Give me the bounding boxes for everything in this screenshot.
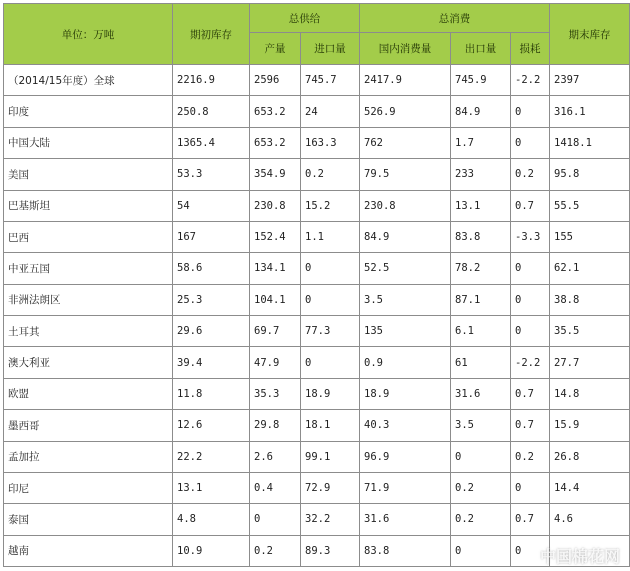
region-name-cell: 印尼 [4,472,173,503]
table-row [4,253,630,284]
value-cell: 52.5 [360,253,451,284]
table-row [4,316,630,347]
domestic-consumption-header: 国内消费量 [360,33,451,65]
value-cell: 0.2 [511,441,550,472]
value-cell: 0.2 [301,159,360,190]
exports-header: 出口量 [451,33,511,65]
value-cell: 78.2 [451,253,511,284]
value-cell: 134.1 [250,253,301,284]
value-cell: 2216.9 [173,65,250,96]
region-name-cell: 墨西哥 [4,410,173,441]
value-cell: 163.3 [301,127,360,158]
table-row [4,535,630,566]
value-cell: 29.8 [250,410,301,441]
value-cell: 0.7 [511,410,550,441]
region-name-cell: （2014/15年度）全球 [4,65,173,96]
value-cell: 1.7 [451,127,511,158]
value-cell: 0.4 [250,472,301,503]
unit-label-header: 单位：万吨 [4,4,173,65]
value-cell: 526.9 [360,96,451,127]
value-cell: -2.2 [511,65,550,96]
ending-stock-header: 期末库存 [550,4,630,65]
value-cell: 2.6 [250,441,301,472]
value-cell: 0 [451,441,511,472]
table-row [4,504,630,535]
value-cell: 55.5 [550,190,630,221]
value-cell: 2596 [250,65,301,96]
value-cell: 14.4 [550,472,630,503]
imports-header: 进口量 [301,33,360,65]
value-cell: 0 [511,535,550,566]
value-cell: 250.8 [173,96,250,127]
region-name-cell: 中国大陆 [4,127,173,158]
value-cell: 72.9 [301,472,360,503]
value-cell: 316.1 [550,96,630,127]
value-cell: 39.4 [173,347,250,378]
value-cell: 155 [550,221,630,252]
region-name-cell: 欧盟 [4,378,173,409]
value-cell: 24 [301,96,360,127]
value-cell: 95.8 [550,159,630,190]
value-cell: 29.6 [173,316,250,347]
value-cell: 0 [250,504,301,535]
value-cell: 53.3 [173,159,250,190]
value-cell: 27.7 [550,347,630,378]
value-cell: 35.5 [550,316,630,347]
value-cell: 0 [301,284,360,315]
value-cell: 0 [511,316,550,347]
value-cell: 3.5 [451,410,511,441]
value-cell: 0 [511,284,550,315]
production-header: 产量 [250,33,301,65]
value-cell: 84.9 [360,221,451,252]
value-cell: 69.7 [250,316,301,347]
value-cell: 54 [173,190,250,221]
value-cell: 99.1 [301,441,360,472]
table-row [4,284,630,315]
value-cell: 0.9 [360,347,451,378]
value-cell: 58.6 [173,253,250,284]
value-cell: 230.8 [250,190,301,221]
value-cell: 745.9 [451,65,511,96]
value-cell: 35.3 [250,378,301,409]
value-cell: 0.2 [451,504,511,535]
table-row [4,410,630,441]
value-cell: 0.7 [511,504,550,535]
region-name-cell: 印度 [4,96,173,127]
table-row [4,190,630,221]
loss-header: 损耗 [511,33,550,65]
total-consumption-header: 总消费 [360,4,550,33]
value-cell: 653.2 [250,127,301,158]
region-name-cell: 巴基斯坦 [4,190,173,221]
value-cell: 84.9 [451,96,511,127]
table-row [4,472,630,503]
value-cell: 38.8 [550,284,630,315]
value-cell: 18.1 [301,410,360,441]
value-cell: 32.2 [301,504,360,535]
value-cell: 22.2 [173,441,250,472]
cotton-balance-table [3,3,630,567]
table-row [4,441,630,472]
value-cell: 2397 [550,65,630,96]
value-cell: 0.2 [250,535,301,566]
value-cell: 3.5 [360,284,451,315]
value-cell: 15.2 [301,190,360,221]
total-supply-header: 总供给 [250,4,360,33]
value-cell: 12.6 [173,410,250,441]
value-cell: 0.7 [511,190,550,221]
value-cell: 6.1 [451,316,511,347]
value-cell: 31.6 [451,378,511,409]
value-cell: 31.6 [360,504,451,535]
value-cell: 167 [173,221,250,252]
value-cell: 11.8 [173,378,250,409]
region-name-cell: 中亚五国 [4,253,173,284]
value-cell: 83.8 [360,535,451,566]
table-row [4,378,630,409]
table-row [4,221,630,252]
value-cell: 18.9 [301,378,360,409]
value-cell: 1418.1 [550,127,630,158]
region-name-cell: 澳大利亚 [4,347,173,378]
value-cell: 354.9 [250,159,301,190]
value-cell: 233 [451,159,511,190]
region-name-cell: 巴西 [4,221,173,252]
value-cell: 152.4 [250,221,301,252]
value-cell: 745.7 [301,65,360,96]
value-cell: 1.1 [301,221,360,252]
value-cell: 653.2 [250,96,301,127]
value-cell: 135 [360,316,451,347]
value-cell: 1365.4 [173,127,250,158]
value-cell: 89.3 [301,535,360,566]
value-cell: 0.7 [511,378,550,409]
value-cell: 14.8 [550,378,630,409]
value-cell: 61 [451,347,511,378]
value-cell: 0 [511,127,550,158]
region-name-cell: 越南 [4,535,173,566]
value-cell: 79.5 [360,159,451,190]
value-cell: 77.3 [301,316,360,347]
value-cell: -2.2 [511,347,550,378]
value-cell: 0 [451,535,511,566]
value-cell: 15.9 [550,410,630,441]
value-cell: 0.2 [511,159,550,190]
table-body [4,65,630,567]
value-cell: 26.8 [550,441,630,472]
value-cell: 0.2 [451,472,511,503]
table-row [4,347,630,378]
table-row [4,159,630,190]
value-cell: 0 [511,96,550,127]
value-cell: 40.3 [360,410,451,441]
value-cell: 13.1 [173,472,250,503]
value-cell: 25.3 [173,284,250,315]
value-cell: 0 [301,253,360,284]
value-cell: 104.1 [250,284,301,315]
value-cell: 0 [301,347,360,378]
value-cell: 4.6 [550,504,630,535]
value-cell: -3.3 [511,221,550,252]
value-cell: 71.9 [360,472,451,503]
table-row [4,65,630,96]
region-name-cell: 泰国 [4,504,173,535]
value-cell: 230.8 [360,190,451,221]
value-cell: 10.9 [173,535,250,566]
value-cell: 0 [511,472,550,503]
value-cell: 18.9 [360,378,451,409]
region-name-cell: 非洲法朗区 [4,284,173,315]
region-name-cell: 美国 [4,159,173,190]
watermark-logo: 中国棉花网 [539,547,620,566]
value-cell: 62.1 [550,253,630,284]
value-cell: 4.8 [173,504,250,535]
value-cell: 0 [511,253,550,284]
value-cell: 87.1 [451,284,511,315]
value-cell: 2417.9 [360,65,451,96]
value-cell: 96.9 [360,441,451,472]
value-cell: 47.9 [250,347,301,378]
table-row [4,96,630,127]
opening-stock-header: 期初库存 [173,4,250,65]
value-cell: 13.1 [451,190,511,221]
table-row [4,127,630,158]
value-cell: 83.8 [451,221,511,252]
region-name-cell: 土耳其 [4,316,173,347]
region-name-cell: 孟加拉 [4,441,173,472]
value-cell: 762 [360,127,451,158]
